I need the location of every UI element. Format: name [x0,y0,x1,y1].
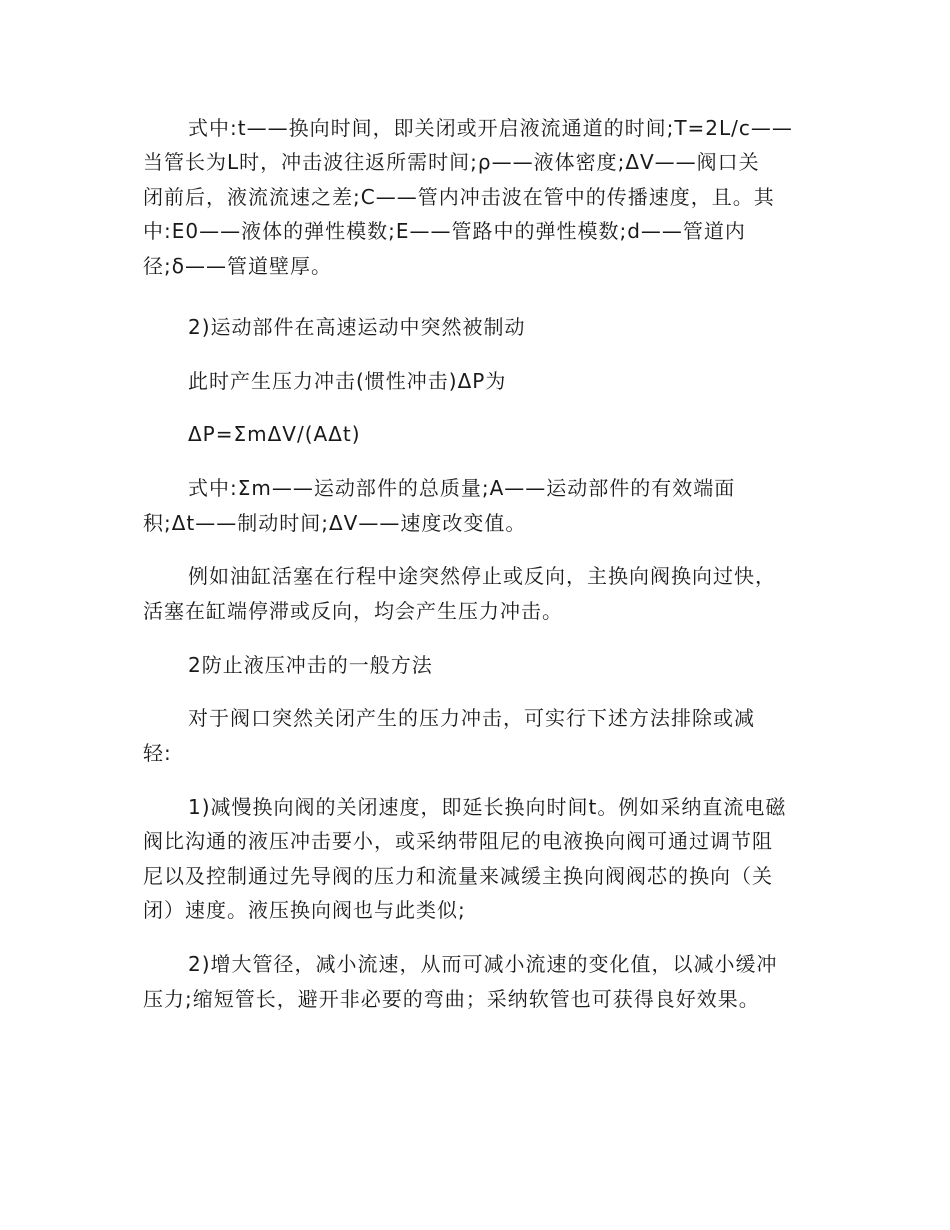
text-line: 闭前后，液流流速之差;C——管内冲击波在管中的传播速度，且。其 [143,185,775,209]
text-line: 当管长为L时，冲击波往返所需时间;ρ——液体密度;ΔV——阀口关 [143,150,760,174]
text-line: 1)减慢换向阀的关闭速度，即延长换向时间t。例如采纳直流电磁 [188,795,787,819]
text-line: 压力;缩短管长，避开非必要的弯曲；采纳软管也可获得良好效果。 [143,987,760,1011]
heading-moving-parts-braked: 2)运动部件在高速运动中突然被制动 [188,315,526,339]
text-line: 轻: [143,741,172,765]
text-line: 积;Δt——制动时间;ΔV——速度改变值。 [143,511,527,535]
formula-delta-p: ΔP=ΣmΔV/(AΔt) [188,422,361,446]
text-line: 尼以及控制通过先导阀的压力和流量来减缓主换向阀阀芯的换向（关 [143,864,773,888]
paragraph-inertia-shock-intro: 此时产生压力冲击(惯性冲击)ΔP为 [188,369,507,393]
text-line: 阀比沟通的液压冲击要小，或采纳带阻尼的电液换向阀可通过调节阻 [143,829,773,853]
text-line: 例如油缸活塞在行程中途突然停止或反向，主换向阀换向过快， [188,564,776,588]
text-line: 闭）速度。液压换向阀也与此类似; [143,898,466,922]
heading-prevention-methods: 2防止液压冲击的一般方法 [188,653,433,677]
text-line: 对于阀口突然关闭产生的压力冲击，可实行下述方法排除或减 [188,706,755,730]
text-line: 2)增大管径，减小流速，从而可减小流速的变化值，以减小缓冲 [188,952,778,976]
text-line: 式中:t——换向时间，即关闭或开启液流通道的时间;T=2L/c—— [188,116,793,140]
text-line: 径;δ——管道壁厚。 [143,254,332,278]
text-line: 中:E0——液体的弹性模数;E——管路中的弹性模数;d——管道内 [143,219,746,243]
text-line: 式中:Σm——运动部件的总质量;A——运动部件的有效端面 [188,476,736,500]
text-line: 活塞在缸端停滞或反向，均会产生压力冲击。 [143,599,563,623]
